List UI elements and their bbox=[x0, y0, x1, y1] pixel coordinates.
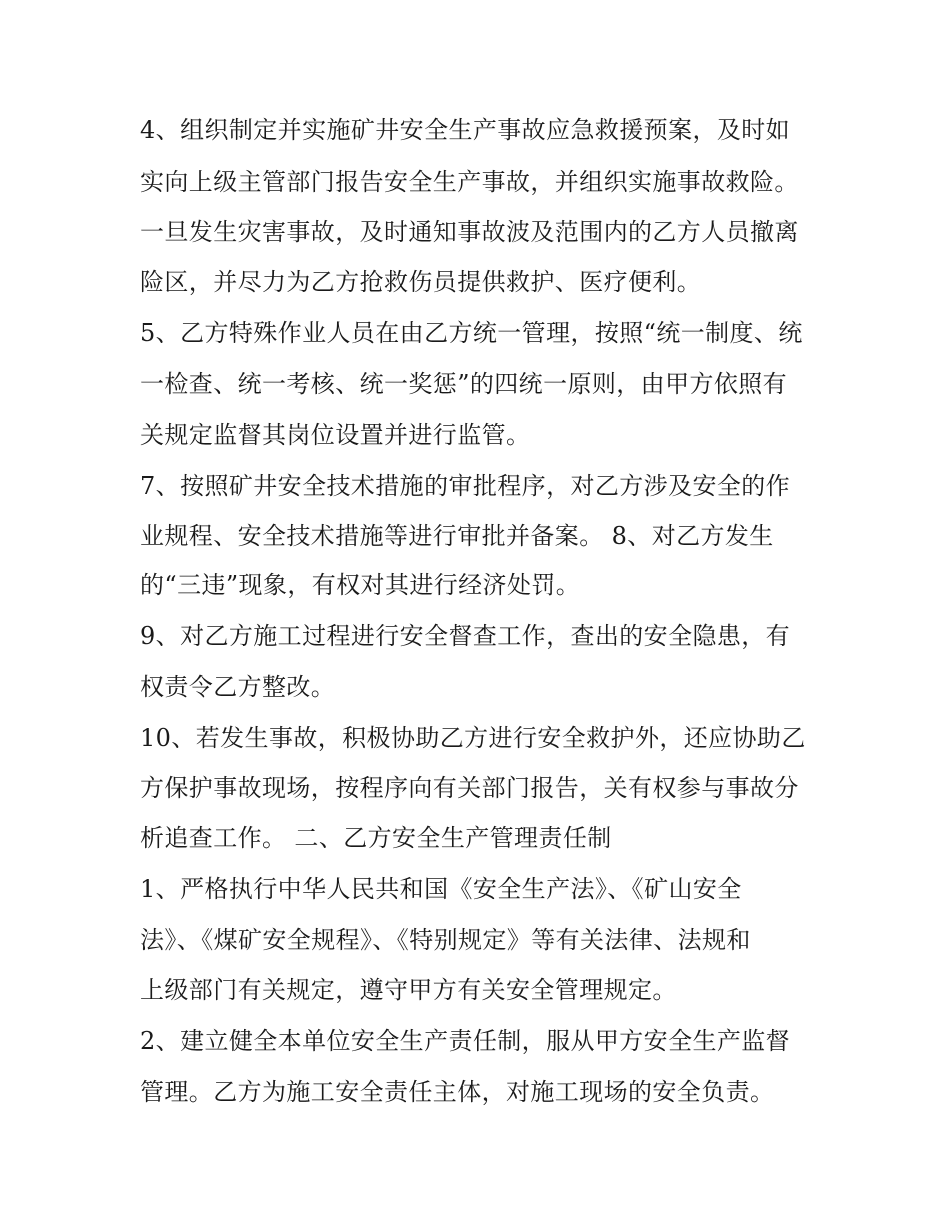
text-line: 法》、《煤矿安全规程》、《特别规定》等有关法律、法规和 bbox=[140, 926, 751, 954]
text-line: 方保护事故现场，按程序向有关部门报告，关有权参与事故分 bbox=[140, 774, 799, 802]
text-line: 险区，并尽力为乙方抢救伤员提供救护、医疗便利。 bbox=[140, 268, 702, 296]
text-line: 一旦发生灾害事故，及时通知事故波及范围内的乙方人员撤离 bbox=[140, 218, 799, 246]
text-line: 权责令乙方整改。 bbox=[140, 673, 336, 701]
text-line: 9、对乙方施工过程进行安全督查工作，查出的安全隐患，有 bbox=[140, 622, 791, 650]
text-line: 5、乙方特殊作业人员在由乙方统一管理，按照“统一制度、统 bbox=[140, 319, 803, 347]
text-line: 7、按照矿井安全技术措施的审批程序，对乙方涉及安全的作 bbox=[140, 472, 791, 500]
text-line: 管理。乙方为施工安全责任主体，对施工现场的安全负责。 bbox=[140, 1078, 775, 1106]
text-line: 4、组织制定并实施矿井安全生产事故应急救援预案，及时如 bbox=[140, 116, 791, 144]
text-line: 上级部门有关规定，遵守甲方有关安全管理规定。 bbox=[140, 976, 677, 1004]
text-line: 10、若发生事故，积极协助乙方进行安全救护外，还应协助乙 bbox=[140, 724, 806, 752]
text-line: 关规定监督其岗位设置并进行监管。 bbox=[140, 421, 531, 449]
text-line: 业规程、安全技术措施等进行审批并备案。 8、对乙方发生 bbox=[140, 522, 774, 550]
text-line: 的“三违”现象，有权对其进行经济处罚。 bbox=[140, 571, 581, 599]
text-line: 一检查、统一考核、统一奖惩”的四统一原则，由甲方依照有 bbox=[140, 370, 788, 398]
text-line: 析追查工作。 二、乙方安全生产管理责任制 bbox=[140, 824, 612, 852]
text-line: 1、严格执行中华人民共和国《安全生产法》、《矿山安全 bbox=[140, 875, 742, 903]
text-line: 2、建立健全本单位安全生产责任制，服从甲方安全生产监督 bbox=[140, 1027, 791, 1055]
text-line: 实向上级主管部门报告安全生产事故，并组织实施事故救险。 bbox=[140, 168, 799, 196]
